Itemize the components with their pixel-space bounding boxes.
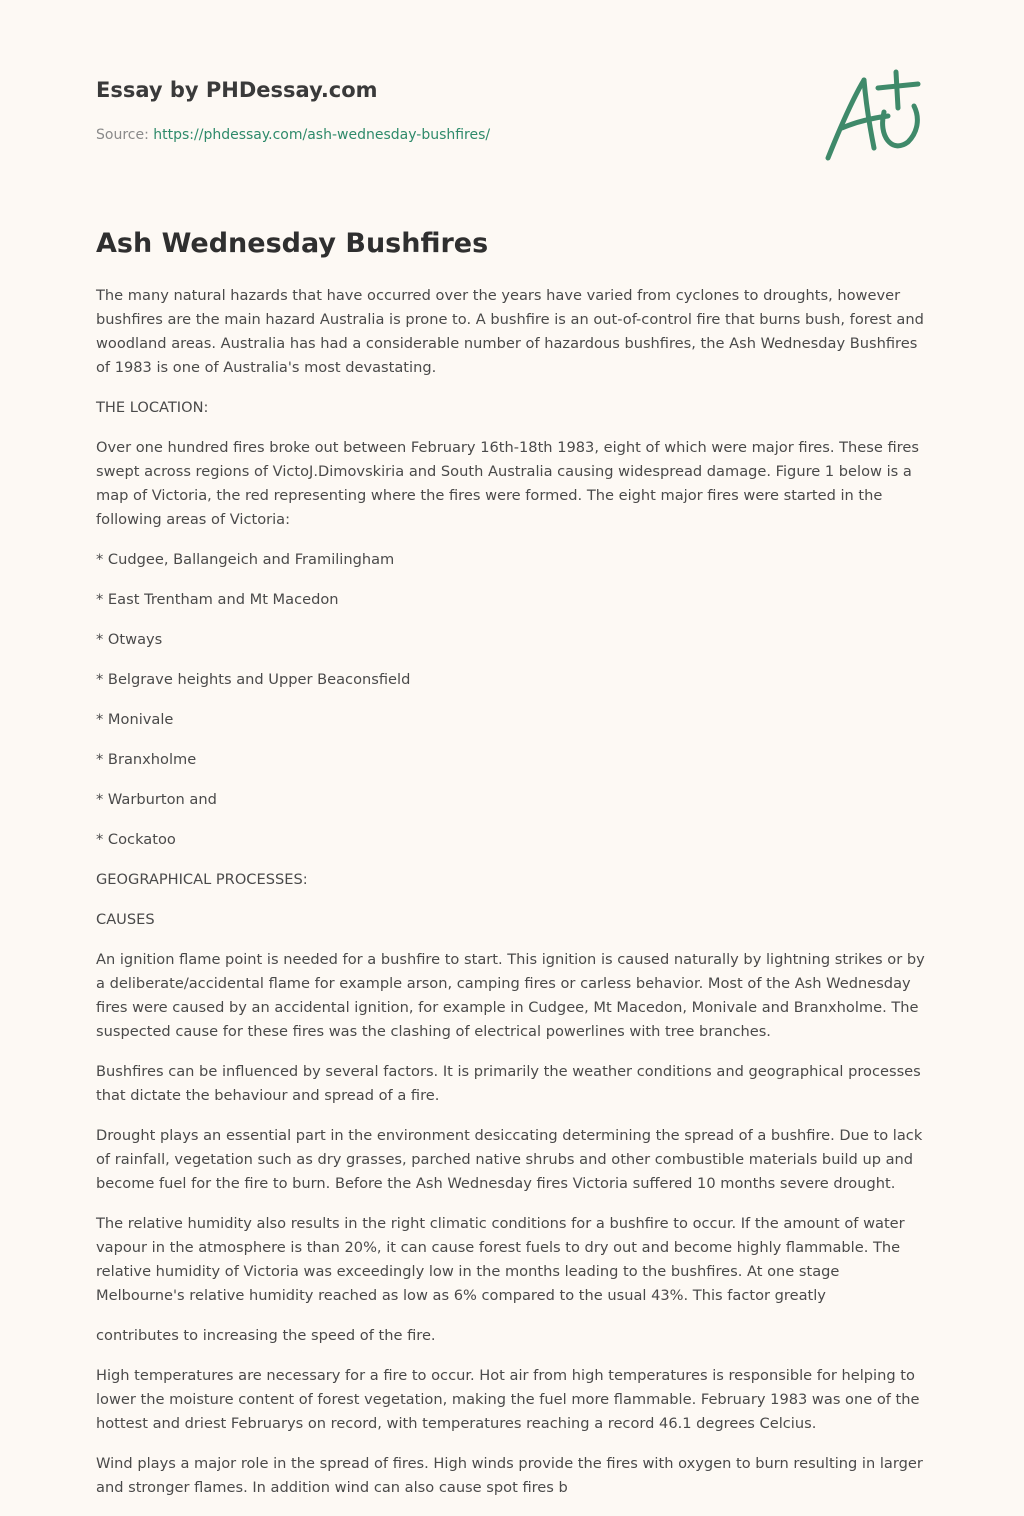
paragraph: The relative humidity also results in the right climatic conditions for a bushfire to occur. If the amount of water vapour in the atmosphere is than 20%, it can cause forest fuels to dry out and become highly flammable. The relative humidity of Victoria was exceedingly low in the months leading to the bushfires. At one stage Melbourne's relative humidity reached as low as 6% compared to the usual 43%. This factor greatly bbox=[96, 1215, 905, 1304]
source-link[interactable]: https://phdessay.com/ash-wednesday-bushfires/ bbox=[153, 127, 491, 143]
list-item: * Otways bbox=[96, 631, 163, 648]
a-plus-logo-icon bbox=[818, 66, 928, 166]
paragraph: Over one hundred fires broke out between February 16th-18th 1983, eight of which were major fires. These fires swept across regions of VictoJ.Dimovskiria and South Australia causing widespread damage. Figure 1 below is a map of Victoria, the red representing where the fires were formed. The eight major fires were started in the following areas of Victoria: bbox=[96, 439, 919, 528]
paragraph: High temperatures are necessary for a fire to occur. Hot air from high temperatures is responsible for helping to lower the moisture content of forest vegetation, making the fuel more flammable. February 1983 was one of the hottest and driest Februarys on record, with temperatures reaching a record 46.1 degrees Celcius. bbox=[96, 1367, 920, 1432]
source-line bbox=[96, 125, 796, 145]
paragraph: An ignition flame point is needed for a bushfire to start. This ignition is caused naturally by lightning strikes or by a deliberate/accidental flame for example arson, camping fires or carless behavior. Most of the Ash Wednesday fires were caused by an accidental ignition, for example in Cudgee, Mt Macedon, Monivale and Branxholme. The suspected cause for these fires was the clashing of electrical powerlines with tree branches. bbox=[96, 951, 925, 1040]
list-item: * Branxholme bbox=[96, 751, 197, 768]
paragraph: The many natural hazards that have occurred over the years have varied from cyclones to droughts, however bushfires are the main hazard Australia is prone to. A bushfire is an out-of-control fire that burns bush, forest and woodland areas. Australia has had a considerable number of hazardous bushfires, the Ash Wednesday Bushfires of 1983 is one of Australia's most devastating. bbox=[96, 287, 924, 376]
paragraph: Drought plays an essential part in the environment desiccating determining the spread of a bushfire. Due to lack of rainfall, vegetation such as dry grasses, parched native shrubs and other combustible materials build up and become fuel for the fire to burn. Before the Ash Wednesday fires Victoria suffered 10 months severe drought. bbox=[96, 1127, 923, 1192]
paragraph: contributes to increasing the speed of the fire. bbox=[96, 1327, 436, 1344]
article-title: Ash Wednesday Bushfires bbox=[96, 228, 489, 259]
list-item: * East Trentham and Mt Macedon bbox=[96, 591, 339, 608]
paragraph: Bushfires can be influenced by several factors. It is primarily the weather conditions and geographical processes that dictate the behaviour and spread of a fire. bbox=[96, 1063, 921, 1104]
article bbox=[96, 226, 930, 1516]
list-item: * Cudgee, Ballangeich and Framilingham bbox=[96, 551, 395, 568]
section-heading-processes: GEOGRAPHICAL PROCESSES: bbox=[96, 871, 308, 888]
list-item: * Warburton and bbox=[96, 791, 217, 808]
source-label: Source: bbox=[96, 127, 154, 143]
list-item: * Monivale bbox=[96, 711, 174, 728]
site-brand: Essay by PHDessay.com bbox=[96, 78, 378, 102]
paragraph: Wind plays a major role in the spread of fires. High winds provide the fires with oxygen to burn resulting in larger and stronger flames. In addition wind can also cause spot fires b bbox=[96, 1455, 923, 1496]
list-item: * Cockatoo bbox=[96, 831, 176, 848]
section-heading-causes: CAUSES bbox=[96, 911, 155, 928]
page-header bbox=[96, 76, 796, 145]
list-item: * Belgrave heights and Upper Beaconsfield bbox=[96, 671, 411, 688]
section-heading-location: THE LOCATION: bbox=[96, 399, 209, 416]
